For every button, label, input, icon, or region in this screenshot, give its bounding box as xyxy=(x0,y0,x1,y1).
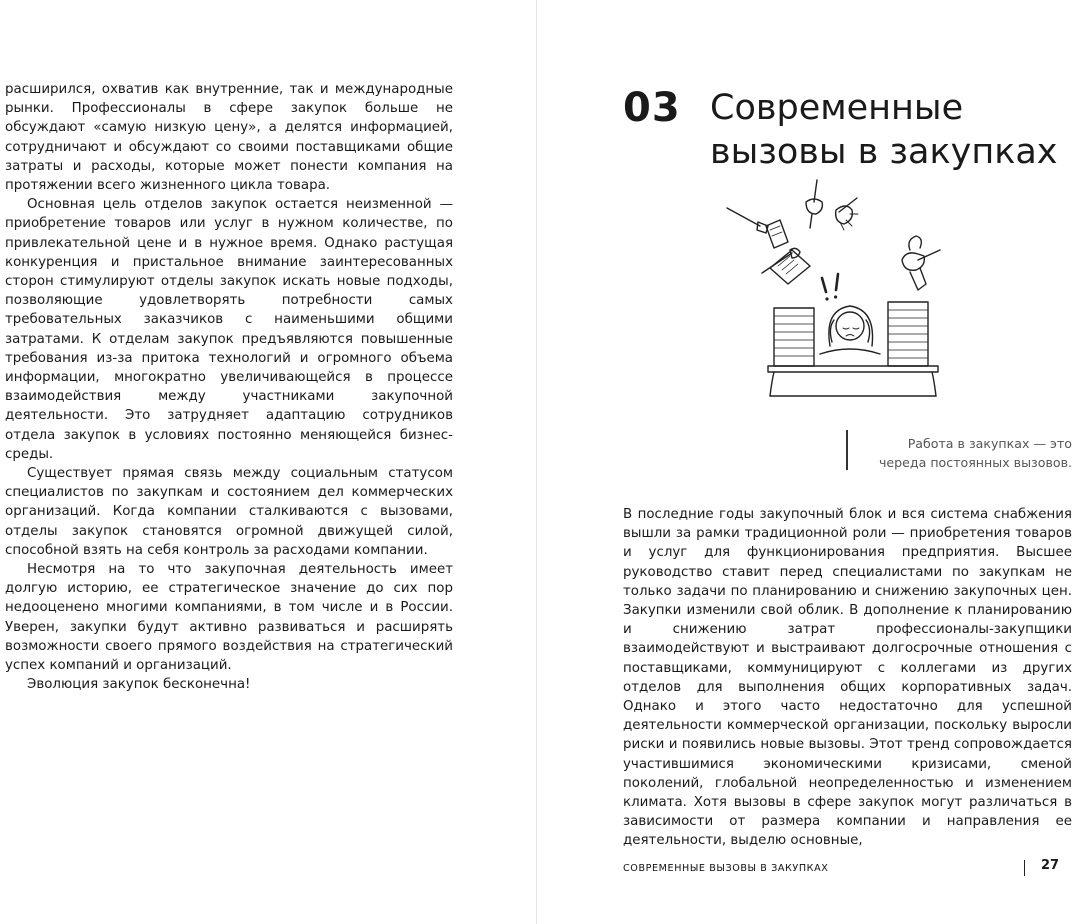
right-page xyxy=(537,0,1072,924)
stressed-worker-illustration xyxy=(722,178,962,398)
page-number: 27 xyxy=(1041,858,1060,873)
paragraph: Существует прямая связь между социальным статусом специалистов по закупкам и состоянием дел коммерческих организаций. Когда компании сталкиваются с вызовами, отделы закупок становятся огромной движущей силой, способной взять на себя контроль за расходами компании. xyxy=(5,466,453,558)
chapter-number: 03 xyxy=(623,85,681,131)
paragraph: расширился, охватив как внутренние, так и международные рынки. Профессионалы в сфере закупок больше не обсуждают «самую низкую цену», а делятся информацией, сотрудничают и обсуждают со своими поставщиками общие затраты и расходы, которые может понести компания на протяжении всего жизненного цикла товара. xyxy=(5,82,453,194)
caption-line: череда постоянных вызовов. xyxy=(878,455,1072,470)
chapter-title xyxy=(710,86,1072,174)
running-head: СОВРЕМЕННЫЕ ВЫЗОВЫ В ЗАКУПКАХ xyxy=(623,863,829,874)
left-page-body xyxy=(5,80,453,695)
illustration-caption xyxy=(855,434,1072,472)
footer-divider xyxy=(1024,860,1025,876)
chapter-title-line: Современные xyxy=(710,88,964,128)
paragraph: Эволюция закупок бесконечна! xyxy=(27,677,251,693)
paragraph: В последние годы закупочный блок и вся система снабжения вышли за рамки традиционной роли — приобретения товаров и услуг для функционирования предприятия. Высшее руководство ставит перед специалистами по закупкам не только задачи по планированию и снижению закупочных цен. Закупки изменили свой облик. В дополнение к планированию и снижению затрат профессионалы-закупщики взаимодействуют и выстраивают долгосрочные отношения с поставщиками, коммуницируют с коллегами из других отделов для выполнения общих корпоративных задач. Однако и этого часто недостаточно для успешной деятельности коммерческой организации, поскольку выросли риски и появились новые вызовы. Этот тренд сопровождается участившимися экономическими кризисами, сменой поколений, глобальной неопределенностью и изменением климата. Хотя вызовы в сфере закупок могут различаться в зависимости от размера компании и направления ее деятельности, выделю основные, xyxy=(623,507,1072,849)
caption-rule xyxy=(846,430,848,470)
paragraph: Несмотря на то что закупочная деятельность имеет долгую историю, ее стратегическое значение до сих пор недооценено многими компаниями, в том числе и в России. Уверен, закупки будут активно развиваться и расширять возможности своего прямого воздействия на стратегический успех компаний и организаций. xyxy=(5,562,453,674)
chapter-title-line: вызовы в закупках xyxy=(710,132,1058,172)
right-page-body xyxy=(623,505,1072,851)
caption-line: Работа в закупках — это xyxy=(907,436,1072,451)
paragraph: Основная цель отделов закупок остается неизменной — приобретение товаров или услуг в нужном количестве, по привлекательной цене и в нужное время. Однако растущая конкуренция и пристальное внимание заинтересованных сторон стимулируют отделы закупок искать новые подходы, позволяющие удовлетворять потребности самых требовательных заказчиков с наименьшими общими затратами. К отделам закупок предъявляются повышенные требования из-за притока технологий и огромного объема информации, многократно увеличивающейся в процессе взаимодействия между участниками закупочной деятельности. Это затрудняет адаптацию сотрудников отдела закупок в условиях постоянно меняющейся бизнес-среды. xyxy=(5,197,453,462)
